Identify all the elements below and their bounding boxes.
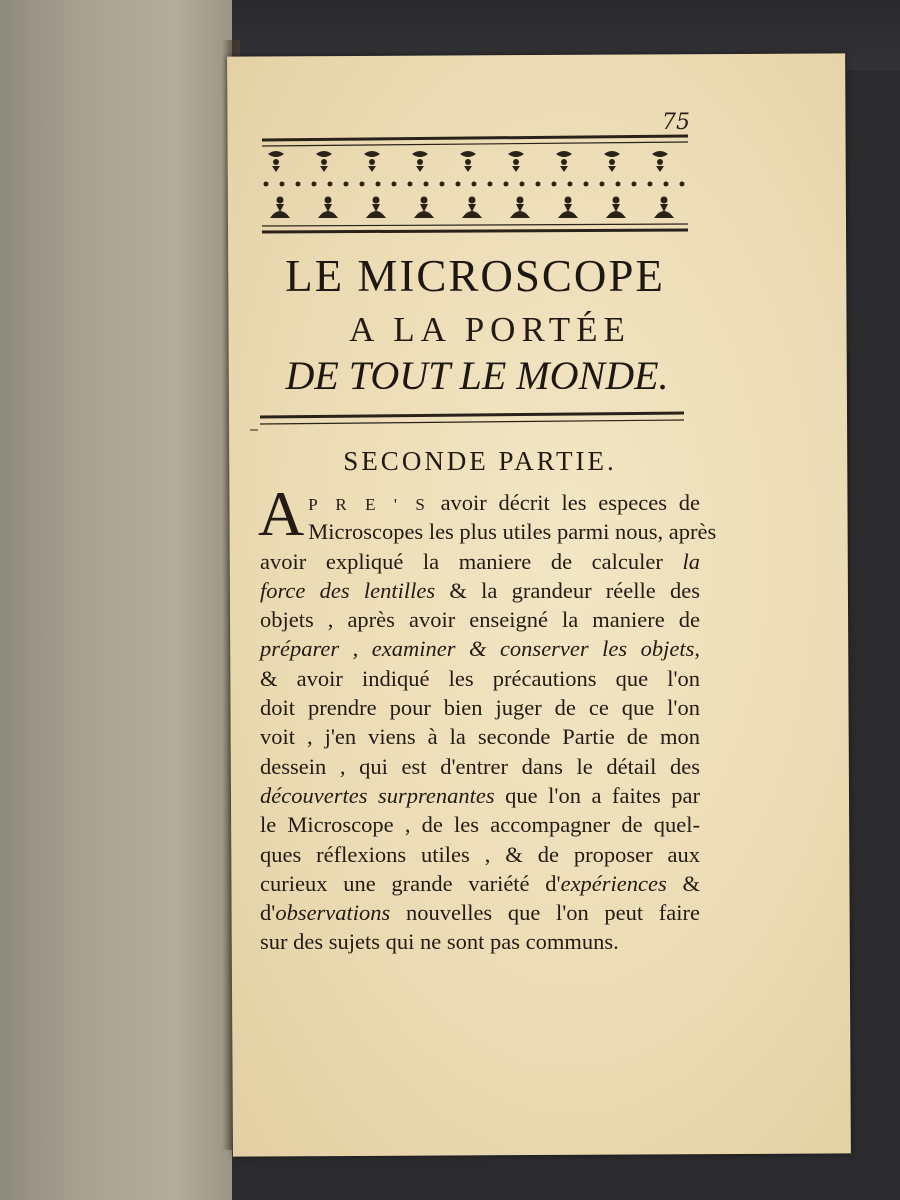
text-line: curieux une grande variété d'expériences &	[260, 870, 700, 896]
text-line: sur des sujets qui ne sont pas communs.	[260, 929, 619, 955]
text-line: dessein , qui est d'entrer dans le détail des	[260, 753, 700, 779]
text-line: avoir expliqué la maniere de calculer la	[260, 548, 700, 574]
text-line: P R E ' S avoir décrit les especes de	[308, 490, 700, 515]
drop-cap: A	[258, 478, 305, 549]
left-page	[0, 0, 232, 1200]
text-line: ques réflexions utiles , & de proposer aux	[260, 841, 700, 867]
text-line: objets , après avoir enseigné la maniere de	[260, 607, 700, 633]
text-line: voit , j'en viens à la seconde Partie de mon	[260, 724, 700, 750]
text-line: force des lentilles & la grandeur réelle des	[260, 577, 700, 603]
text-line: préparer , examiner & conserver les objets,	[260, 636, 700, 662]
page-subtitle-italic: DE TOUT LE MONDE.	[285, 353, 669, 398]
text-line: découvertes surprenantes que l'on a faites par	[260, 782, 700, 808]
double-rule-divider	[250, 405, 690, 435]
text-line: le Microscope , de les accompagner de quel-	[260, 812, 700, 838]
page-number: 75	[662, 110, 690, 135]
text-line: doit prendre pour bien juger de ce que l'on	[260, 695, 700, 721]
text-line: & avoir indiqué les précautions que l'on	[260, 665, 700, 691]
body-text	[258, 478, 717, 957]
text-line: d'observations nouvelles que l'on peut faire	[260, 900, 700, 926]
section-heading: SECONDE PARTIE.	[343, 446, 617, 476]
page-title: LE MICROSCOPE	[285, 251, 665, 301]
page-subtitle: A LA PORTÉE	[349, 310, 631, 349]
ornamental-headpiece	[258, 132, 692, 236]
text-line: Microscopes les plus utiles parmi nous, après	[308, 519, 717, 545]
